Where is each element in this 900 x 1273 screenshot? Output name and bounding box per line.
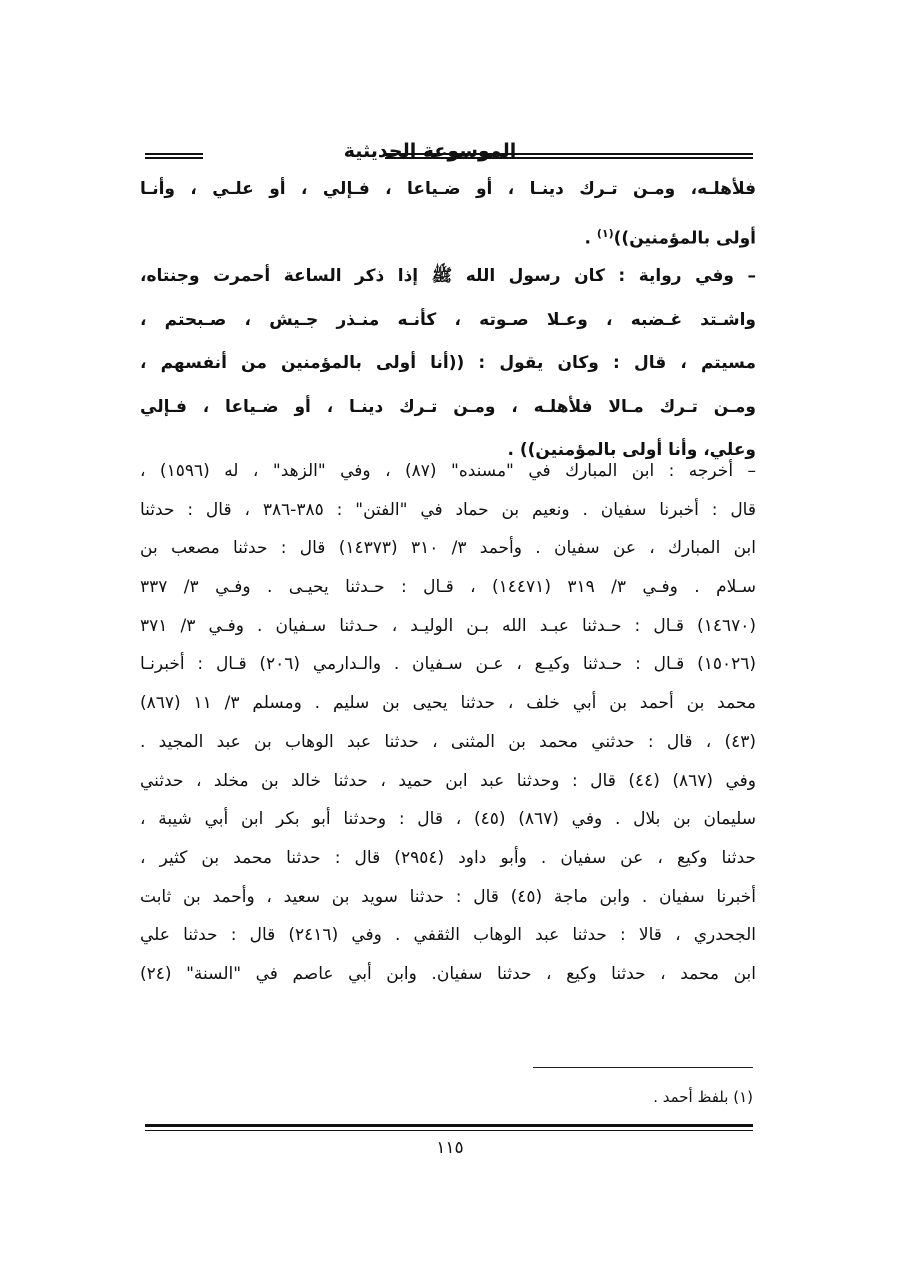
takhrij-line: الجحدري ، قالا : حدثنا عبد الوهاب الثقفي . وفي (٢٤١٦) قال : حدثنا علي [140, 925, 756, 946]
footnote-marker: (١) [596, 226, 614, 240]
takhrij-line: سليمان بن بلال . وفي (٨٦٧) (٤٥) ، قال : وحدثنا أبو بكر ابن أبي شيبة ، [140, 809, 756, 830]
hadith-line [140, 212, 756, 256]
page-number: ١١٥ [436, 1138, 464, 1158]
takhrij-line: (٤٣) ، قال : حدثني محمد بن المثنى ، حدثنا عبد الوهاب بن عبد المجيد . [140, 731, 756, 752]
header-rule-left [145, 153, 203, 159]
takhrij-line: قال : أخبرنا سفيان . ونعيم بن حماد في "الفتن" : ٣٨٥-٣٨٦ ، قال : حدثنا [140, 499, 756, 520]
takhrij-text [140, 452, 756, 994]
footer-rule [145, 1124, 753, 1131]
book-title: الموسوعة الحديثية [343, 140, 517, 162]
hadith-line-text: أولى بالمؤمنين)) [613, 228, 756, 249]
hadith-line: – وفي رواية : كان رسول الله ﷺ إذا ذكر الساعة أحمرت وجنتاه، [140, 266, 756, 286]
takhrij-line: سـلام . وفـي ٣/ ٣١٩ (١٤٤٧١) ، قـال : حـدثنا يحيـى . وفـي ٣/ ٣٣٧ [140, 577, 756, 598]
hadith-text [140, 168, 756, 473]
takhrij-line: – أخرجه : ابن المبارك في "مسنده" (٨٧) ، وفي "الزهد" ، له (١٥٩٦) ، [140, 461, 756, 481]
hadith-line: واشـتد غـضبه ، وعـلا صـوته ، كأنـه منـذر جـيش ، صـبحتم ، [140, 309, 756, 330]
takhrij-line: أخبرنا سفيان . وابن ماجة (٤٥) قال : حدثنا سويد بن سعيد ، وأحمد بن ثابت [140, 886, 756, 907]
takhrij-line: ابن المبارك ، عن سفيان . وأحمد ٣/ ٣١٠ (١٤٣٧٣) قال : حدثنا مصعب بن [140, 538, 756, 559]
hadith-line-end: . [584, 228, 597, 249]
header-rule-right [385, 153, 753, 159]
hadith-line: مسيتم ، قال : وكان يقول : ((أنا أولى بالمؤمنين من أنفسهم ، [140, 353, 756, 373]
hadith-line: ومـن تـرك مـالا فلأهلـه ، ومـن تـرك دينـا ، أو ضـياعا ، فـإلي [140, 396, 756, 417]
takhrij-line: محمد بن أحمد بن أبي خلف ، حدثنا يحيى بن سليم . ومسلم ٣/ ١١ (٨٦٧) [140, 693, 756, 714]
takhrij-line: حدثنا وكيع ، عن سفيان . وأبو داود (٢٩٥٤) قال : حدثنا محمد بن كثير ، [140, 847, 756, 868]
running-header [145, 140, 753, 170]
takhrij-line: ابن محمد ، حدثنا وكيع ، حدثنا سفيان. وابن أبي عاصم في "السنة" (٢٤) [140, 963, 756, 984]
hadith-line: فلأهلـه، ومـن تـرك دينـا ، أو ضـياعا ، فـإلي ، أو علـي ، وأنـا [140, 179, 756, 199]
takhrij-line: (١٥٠٢٦) قـال : حـدثنا وكيـع ، عـن سـفيان . والـدارمي (٢٠٦) قـال : أخبرنـا [140, 654, 756, 675]
takhrij-line: وفي (٨٦٧) (٤٤) قال : وحدثنا عبد ابن حميد ، حدثنا خالد بن مخلد ، حدثني [140, 770, 756, 791]
takhrij-line: (١٤٦٧٠) قـال : حـدثنا عبـد الله بـن الوليـد ، حـدثنا سـفيان . وفـي ٣/ ٣٧١ [140, 615, 756, 636]
footnote-separator [533, 1067, 753, 1068]
footnote: (١) بلفظ أحمد . [653, 1088, 753, 1106]
hadith-line: وعلي، وأنا أولى بالمؤمنين)) . [507, 440, 756, 460]
